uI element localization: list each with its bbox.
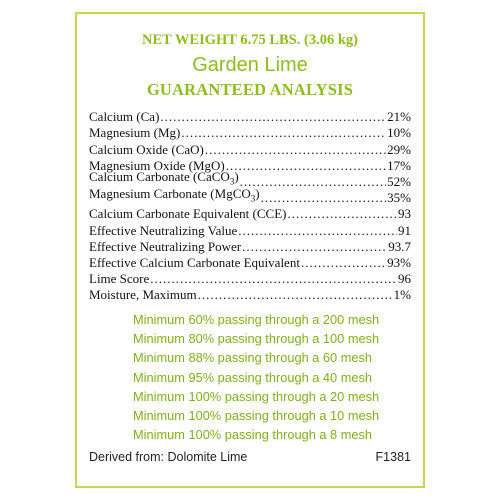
product-name: Garden Lime [192,54,308,76]
dot-leader [238,223,397,239]
dot-leader [205,142,386,158]
dot-leader [242,239,387,255]
mesh-line: Minimum 88% passing through a 60 mesh [133,350,372,366]
net-weight: NET WEIGHT 6.75 LBS. (3.06 kg) [142,32,358,48]
product-label [75,12,425,488]
analysis-label: Lime Score [89,271,150,287]
dot-leader [198,287,393,303]
product-code: F1381 [375,450,411,464]
dot-leader [150,271,397,287]
mesh-line: Minimum 95% passing through a 40 mesh [133,369,372,385]
analysis-label: Calcium Carbonate Equivalent (CCE) [89,206,287,222]
analysis-row [89,255,411,271]
analysis-value: 52% [387,173,411,189]
mesh-list [133,310,379,444]
analysis-label: Effective Neutralizing Power [89,238,242,254]
analysis-label: Calcium (Ca) [89,109,160,125]
dot-leader [160,109,386,125]
analysis-value: 10% [387,125,411,141]
analysis-label: Moisture, Maximum [89,287,197,303]
analysis-row [89,222,411,238]
analysis-row [89,141,411,157]
section-title: GUARANTEED ANALYSIS [146,80,354,99]
mesh-line: Minimum 80% passing through a 100 mesh [133,331,380,347]
dot-leader [240,174,387,190]
analysis-label: Magnesium (Mg) [89,125,181,141]
dot-leader [287,206,397,222]
analysis-value: 91 [398,222,411,238]
analysis-value: 96 [398,271,411,287]
mesh-line: Minimum 60% passing through a 200 mesh [133,312,380,327]
analysis-value: 93 [398,206,411,222]
derived-from: Derived from: Dolomite Lime [89,450,248,464]
analysis-label: Calcium Oxide (CaO) [89,141,204,157]
analysis-value: 1% [393,287,411,303]
mesh-line: Minimum 100% passing through a 20 mesh [133,388,380,404]
analysis-label: Effective Neutralizing Value [89,222,238,238]
analysis-row [89,185,411,206]
analysis-value: 29% [387,141,411,157]
analysis-value: 93% [387,254,411,270]
dot-leader [301,255,386,271]
dot-leader [261,190,387,206]
dot-leader [181,125,386,141]
analysis-row [89,287,411,303]
analysis-label: Effective Calcium Carbonate Equivalent [89,254,300,270]
mesh-line: Minimum 100% passing through a 10 mesh [133,407,380,423]
analysis-value: 21% [387,109,411,125]
analysis-row [89,271,411,287]
analysis-value: 17% [387,157,411,173]
analysis-label: Calcium Carbonate (CaCO$_3$) [89,169,239,187]
analysis-value: 93.7 [388,238,411,254]
analysis-row [89,125,411,141]
analysis-list [89,109,411,303]
analysis-label: Magnesium Carbonate (MgCO$_3$) [89,185,260,204]
analysis-row [89,109,411,125]
footer [89,450,411,464]
analysis-row [89,239,411,255]
analysis-value: 35% [387,190,411,206]
dot-leader [226,158,386,174]
analysis-row [89,206,411,222]
mesh-line: Minimum 100% passing through a 8 mesh [133,427,372,443]
analysis-label: Magnesium Oxide (MgO) [89,157,225,173]
